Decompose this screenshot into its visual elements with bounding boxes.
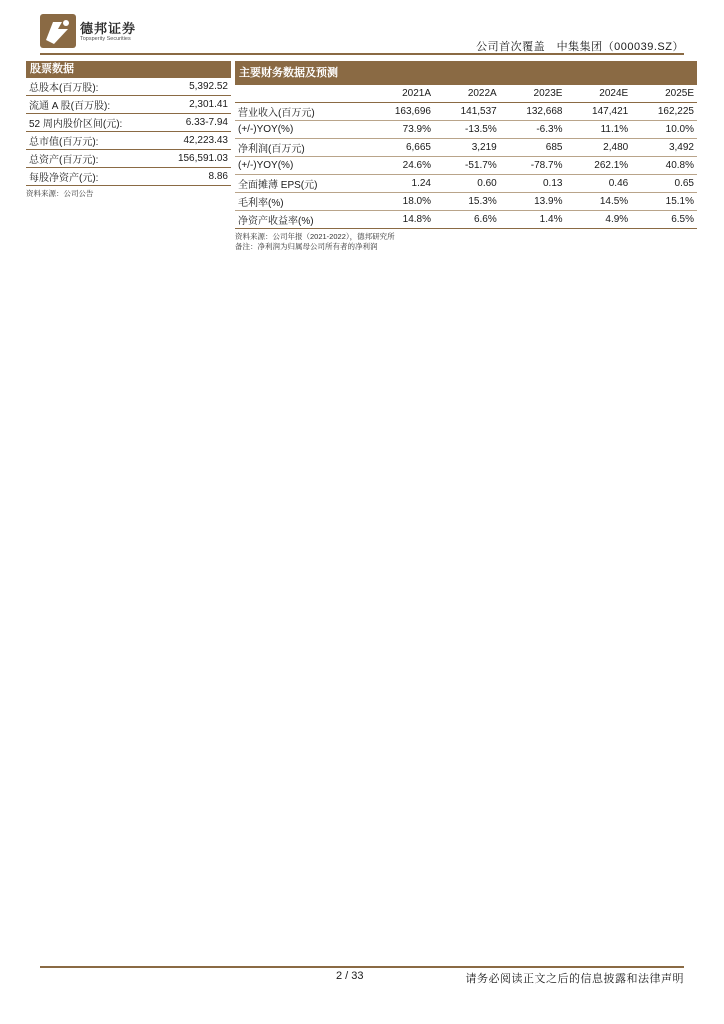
- footer-divider: [40, 966, 684, 968]
- financials-cell: 11.1%: [565, 121, 631, 139]
- financials-row: [235, 157, 697, 175]
- report-header-title: 公司首次覆盖 中集集团（000039.SZ）: [476, 41, 684, 53]
- stock-data-row: [26, 150, 231, 168]
- financials-cell: 0.60: [434, 175, 500, 193]
- financials-header-blank: [235, 85, 368, 103]
- financials-row: [235, 121, 697, 139]
- footer-disclaimer: 请务必阅读正文之后的信息披露和法律声明: [465, 973, 684, 985]
- financials-cell: 147,421: [565, 103, 631, 121]
- financials-cell: 24.6%: [368, 157, 434, 175]
- brand-name-cn: 德邦证券: [80, 21, 137, 36]
- financials-row-label: (+/-)YOY(%): [235, 121, 368, 139]
- page-number: 2 / 33: [336, 970, 364, 982]
- financials-source: 资料来源：公司年报（2021-2022），德邦研究所: [235, 232, 395, 241]
- financials-title: 主要财务数据及预测: [235, 61, 697, 85]
- financials-year-header: 2023E: [500, 85, 566, 103]
- financials-cell: 6.6%: [434, 211, 500, 229]
- stock-data-value: 5,392.52: [157, 78, 231, 96]
- financials-cell: 10.0%: [631, 121, 697, 139]
- stock-data-row: [26, 96, 231, 114]
- financials-cell: -78.7%: [500, 157, 566, 175]
- financials-row: [235, 193, 697, 211]
- financials-cell: 163,696: [368, 103, 434, 121]
- financials-cell: 132,668: [500, 103, 566, 121]
- financials-cell: 1.4%: [500, 211, 566, 229]
- financials-year-header: 2021A: [368, 85, 434, 103]
- financials-cell: 6.5%: [631, 211, 697, 229]
- financials-panel: [235, 61, 697, 252]
- financials-cell: -6.3%: [500, 121, 566, 139]
- stock-data-row: [26, 132, 231, 150]
- financials-row-label: 净利润(百万元): [235, 139, 368, 157]
- stock-data-label: 每股净资产(元):: [26, 168, 157, 186]
- financials-row: [235, 103, 697, 121]
- stock-data-value: 6.33-7.94: [157, 114, 231, 132]
- financials-year-header: 2025E: [631, 85, 697, 103]
- financials-cell: 3,492: [631, 139, 697, 157]
- stock-data-value: 156,591.03: [157, 150, 231, 168]
- stock-data-label: 52 周内股价区间(元):: [26, 114, 157, 132]
- financials-cell: 4.9%: [565, 211, 631, 229]
- stock-data-label: 流通 A 股(百万股):: [26, 96, 157, 114]
- topsperity-logo-icon: [40, 14, 76, 48]
- stock-data-panel: [26, 61, 231, 199]
- brand-name-en: Topsperity Securities: [80, 36, 131, 42]
- stock-data-row: [26, 78, 231, 96]
- financials-year-header: 2022A: [434, 85, 500, 103]
- brand-logo: [40, 14, 160, 48]
- financials-cell: 685: [500, 139, 566, 157]
- financials-row-label: 净资产收益率(%): [235, 211, 368, 229]
- financials-cell: 18.0%: [368, 193, 434, 211]
- financials-cell: 0.46: [565, 175, 631, 193]
- financials-row: [235, 211, 697, 229]
- financials-cell: -51.7%: [434, 157, 500, 175]
- financials-row-label: 毛利率(%): [235, 193, 368, 211]
- financials-year-header: 2024E: [565, 85, 631, 103]
- financials-row-label: 全面摊薄 EPS(元): [235, 175, 368, 193]
- financials-cell: 13.9%: [500, 193, 566, 211]
- financials-cell: 2,480: [565, 139, 631, 157]
- stock-data-source: 资料来源：公司公告: [26, 189, 94, 198]
- stock-data-label: 总股本(百万股):: [26, 78, 157, 96]
- stock-data-value: 2,301.41: [157, 96, 231, 114]
- financials-cell: 141,537: [434, 103, 500, 121]
- financials-cell: 0.65: [631, 175, 697, 193]
- stock-data-title: 股票数据: [26, 61, 231, 78]
- financials-cell: 262.1%: [565, 157, 631, 175]
- financials-cell: 15.1%: [631, 193, 697, 211]
- stock-data-row: [26, 168, 231, 186]
- financials-cell: 73.9%: [368, 121, 434, 139]
- stock-data-value: 8.86: [157, 168, 231, 186]
- stock-data-row: [26, 114, 231, 132]
- financials-row: [235, 175, 697, 193]
- header-divider: [40, 53, 684, 55]
- stock-data-label: 总市值(百万元):: [26, 132, 157, 150]
- financials-remark: 备注：净利润为归属母公司所有者的净利润: [235, 242, 378, 251]
- financials-row-label: 营业收入(百万元): [235, 103, 368, 121]
- financials-cell: 14.5%: [565, 193, 631, 211]
- financials-cell: 3,219: [434, 139, 500, 157]
- financials-cell: 40.8%: [631, 157, 697, 175]
- financials-cell: 6,665: [368, 139, 434, 157]
- financials-cell: 14.8%: [368, 211, 434, 229]
- stock-data-table: [26, 78, 231, 186]
- stock-data-value: 42,223.43: [157, 132, 231, 150]
- financials-table: [235, 85, 697, 229]
- financials-cell: 162,225: [631, 103, 697, 121]
- financials-row-label: (+/-)YOY(%): [235, 157, 368, 175]
- financials-cell: 1.24: [368, 175, 434, 193]
- stock-data-label: 总资产(百万元):: [26, 150, 157, 168]
- financials-row: [235, 139, 697, 157]
- financials-cell: -13.5%: [434, 121, 500, 139]
- financials-cell: 15.3%: [434, 193, 500, 211]
- financials-cell: 0.13: [500, 175, 566, 193]
- financials-header-row: [235, 85, 697, 103]
